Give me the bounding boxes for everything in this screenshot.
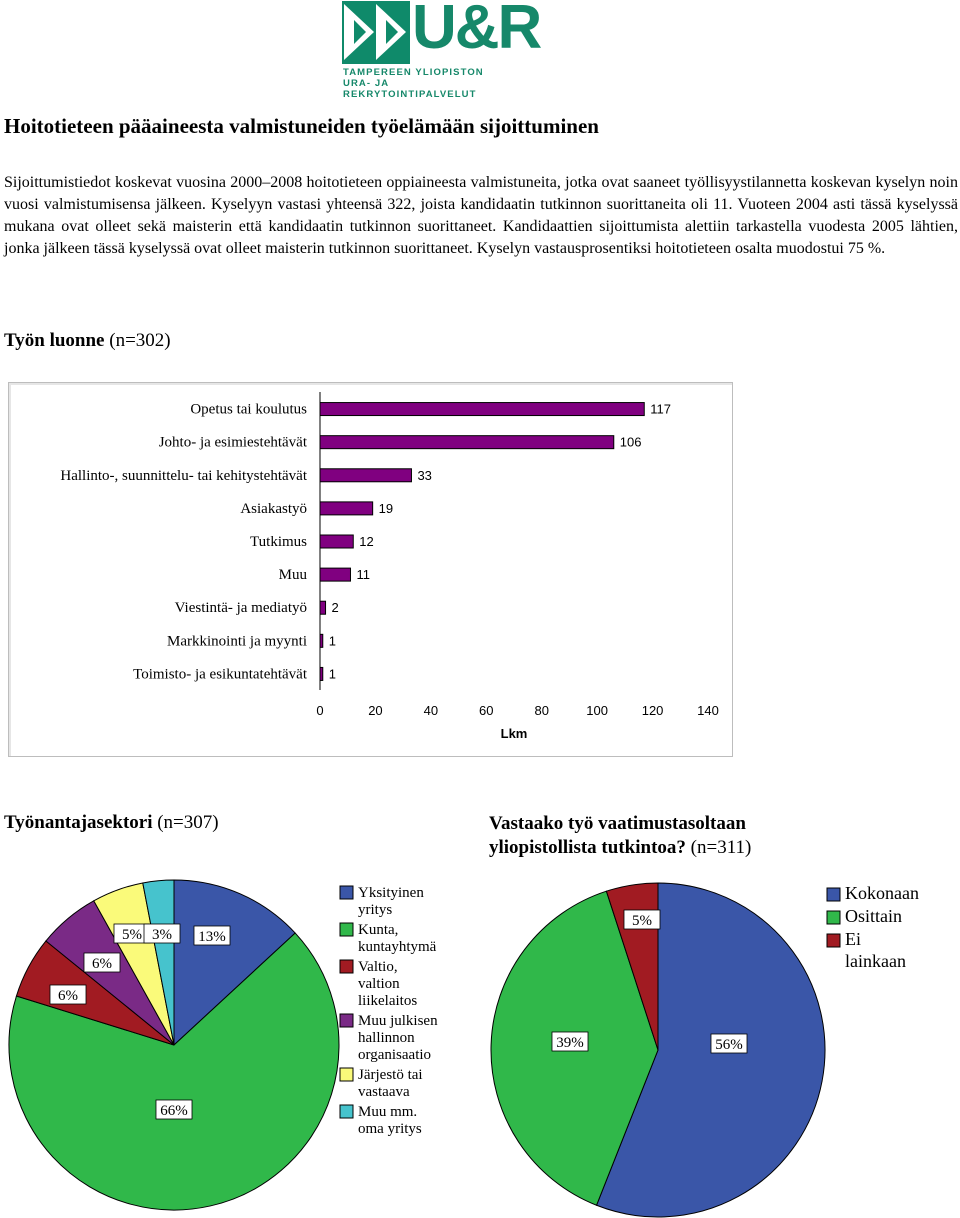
slice-label-text: 66%	[160, 1103, 188, 1119]
logo-subtitle-2: URA- JA REKRYTOINTIPALVELUT	[343, 78, 477, 100]
slice-label	[50, 985, 86, 1004]
category-label: Toimisto- ja esikuntatehtävät	[133, 666, 307, 683]
section-title-line2: yliopistollista tutkintoa?	[489, 837, 686, 858]
pie-chart-tyonantajasektori	[0, 875, 480, 1218]
category-label: Muu	[278, 567, 307, 584]
slice-label-text: 6%	[58, 988, 78, 1004]
x-tick-label: 100	[586, 703, 608, 718]
legend-label: Yksityinen	[358, 885, 424, 901]
category-label: Tutkimus	[250, 534, 307, 550]
slice-label	[624, 910, 660, 929]
x-axis-label: Lkm	[500, 726, 528, 741]
section-title-line1: Vastaako työ vaatimustasoltaan	[489, 813, 746, 834]
legend-label: yritys	[358, 902, 393, 918]
data-label: 117	[650, 401, 671, 417]
category-label: Opetus tai koulutus	[190, 401, 307, 418]
legend-label: liikelaitos	[358, 993, 418, 1009]
data-label: 33	[417, 467, 432, 483]
intro-paragraph: Sijoittumistiedot koskevat vuosina 2000–2008 hoitotieteen oppiaineesta valmistuneita, jotka ovat saaneet työllisyystilannetta koskevan kyselyn noin vuosi valmistumisensa jälkeen. Kyselyyn vastasi yhteensä 322, joista kandidaatin tutkinnon suorittaneita oli 11. Vuoteen 2004 asti tässä kyselyssä mukana ovat olleet sekä maisterin että kandidaatin tutkinnon suorittaneet. Kandidaattien sijoittumista alettiin tarkastella vuodesta 2005 lähtien, jonka jälkeen tässä kyselyssä ovat olleet maisterin tutkinnon suorittaneet. Kyselyn vastausprosentiksi hoitotieteen osalta muodostui 75 %.	[4, 174, 958, 257]
legend-label: Ei	[845, 929, 861, 949]
legend-label: Järjestö tai	[358, 1067, 423, 1083]
category-label: Markkinointi ja myynti	[167, 633, 307, 650]
bar	[320, 469, 411, 482]
slice-label-text: 13%	[198, 929, 226, 945]
legend-label: Muu julkisen	[358, 1013, 438, 1029]
x-tick-label: 0	[316, 703, 324, 718]
legend-label: Valtio,	[358, 959, 398, 975]
legend-swatch	[340, 960, 353, 973]
data-label: 12	[359, 534, 374, 549]
legend-label: oma yritys	[358, 1121, 422, 1137]
pie-chart-vaatimustaso	[480, 875, 960, 1218]
legend-label: Kokonaan	[845, 883, 919, 903]
slice-label-text: 39%	[556, 1035, 584, 1051]
slice-label	[84, 953, 120, 972]
legend-label: organisaatio	[358, 1047, 432, 1063]
slice-label	[156, 1100, 192, 1119]
logo-subtitle-1: TAMPEREEN YLIOPISTON	[343, 67, 484, 78]
legend-label: Kunta,	[358, 922, 399, 938]
x-tick-label: 80	[534, 703, 549, 718]
category-label: Viestintä- ja mediatyö	[174, 600, 307, 617]
legend-swatch	[340, 1068, 353, 1081]
x-tick-label: 120	[641, 703, 664, 718]
legend-label: vastaava	[358, 1084, 410, 1100]
bar	[320, 403, 644, 416]
data-label: 1	[328, 633, 337, 649]
category-label: Asiakastyö	[240, 500, 307, 517]
slice-label-text: 5%	[632, 913, 652, 929]
bar	[320, 634, 323, 647]
slice-label-text: 6%	[92, 956, 112, 972]
data-label: 106	[619, 434, 642, 450]
section-title-text: Työnantajasektori	[4, 812, 153, 833]
section-title-text: Työn luonne	[4, 330, 105, 351]
bar	[320, 502, 373, 515]
slice-label	[144, 924, 180, 943]
bar	[320, 535, 353, 548]
x-tick-label: 60	[479, 703, 494, 718]
x-tick-label: 140	[697, 703, 719, 718]
legend-label: hallinnon	[358, 1030, 415, 1046]
slice-label-text: 3%	[152, 927, 172, 943]
section-n: (n=307)	[157, 812, 219, 833]
section-title-vaatimustaso	[489, 812, 751, 860]
bar-chart	[0, 380, 760, 760]
legend-label: lainkaan	[845, 951, 906, 971]
legend-label: valtion	[358, 976, 400, 992]
data-label: 2	[331, 600, 339, 616]
slice-label-text: 56%	[715, 1037, 743, 1053]
legend-swatch	[827, 911, 840, 924]
data-label: 11	[356, 567, 370, 583]
legend-swatch	[340, 923, 353, 936]
section-title-tyonantajasektori	[4, 812, 219, 834]
data-label: 1	[328, 666, 337, 682]
x-tick-label: 20	[368, 703, 383, 718]
data-label: 19	[378, 500, 394, 516]
legend-swatch	[827, 888, 840, 901]
slice-label	[194, 926, 230, 945]
bar	[320, 436, 614, 449]
legend-swatch	[340, 1105, 353, 1118]
legend-swatch	[827, 934, 840, 947]
page-title: Hoitotieteen pääaineesta valmistuneiden työelämään sijoittuminen	[4, 114, 599, 138]
x-tick-label: 40	[423, 703, 439, 718]
section-title-tyon-luonne	[4, 330, 171, 352]
bar	[320, 601, 326, 614]
slice-label	[552, 1032, 588, 1051]
slice-label	[711, 1034, 747, 1053]
legend-swatch	[340, 886, 353, 899]
legend-label: Muu mm.	[358, 1104, 418, 1120]
logo-text: U&R	[412, 0, 541, 62]
bar	[320, 667, 323, 680]
slice-label-text: 5%	[122, 927, 142, 943]
category-label: Hallinto-, suunnittelu- tai kehitystehtävät	[60, 467, 307, 484]
legend-label: kuntayhtymä	[358, 939, 437, 955]
legend-label: Osittain	[845, 906, 902, 926]
section-n: (n=302)	[109, 330, 171, 351]
legend-swatch	[340, 1014, 353, 1027]
category-label: Johto- ja esimiestehtävät	[158, 434, 307, 451]
bar	[320, 568, 350, 581]
section-n: (n=311)	[690, 837, 752, 858]
